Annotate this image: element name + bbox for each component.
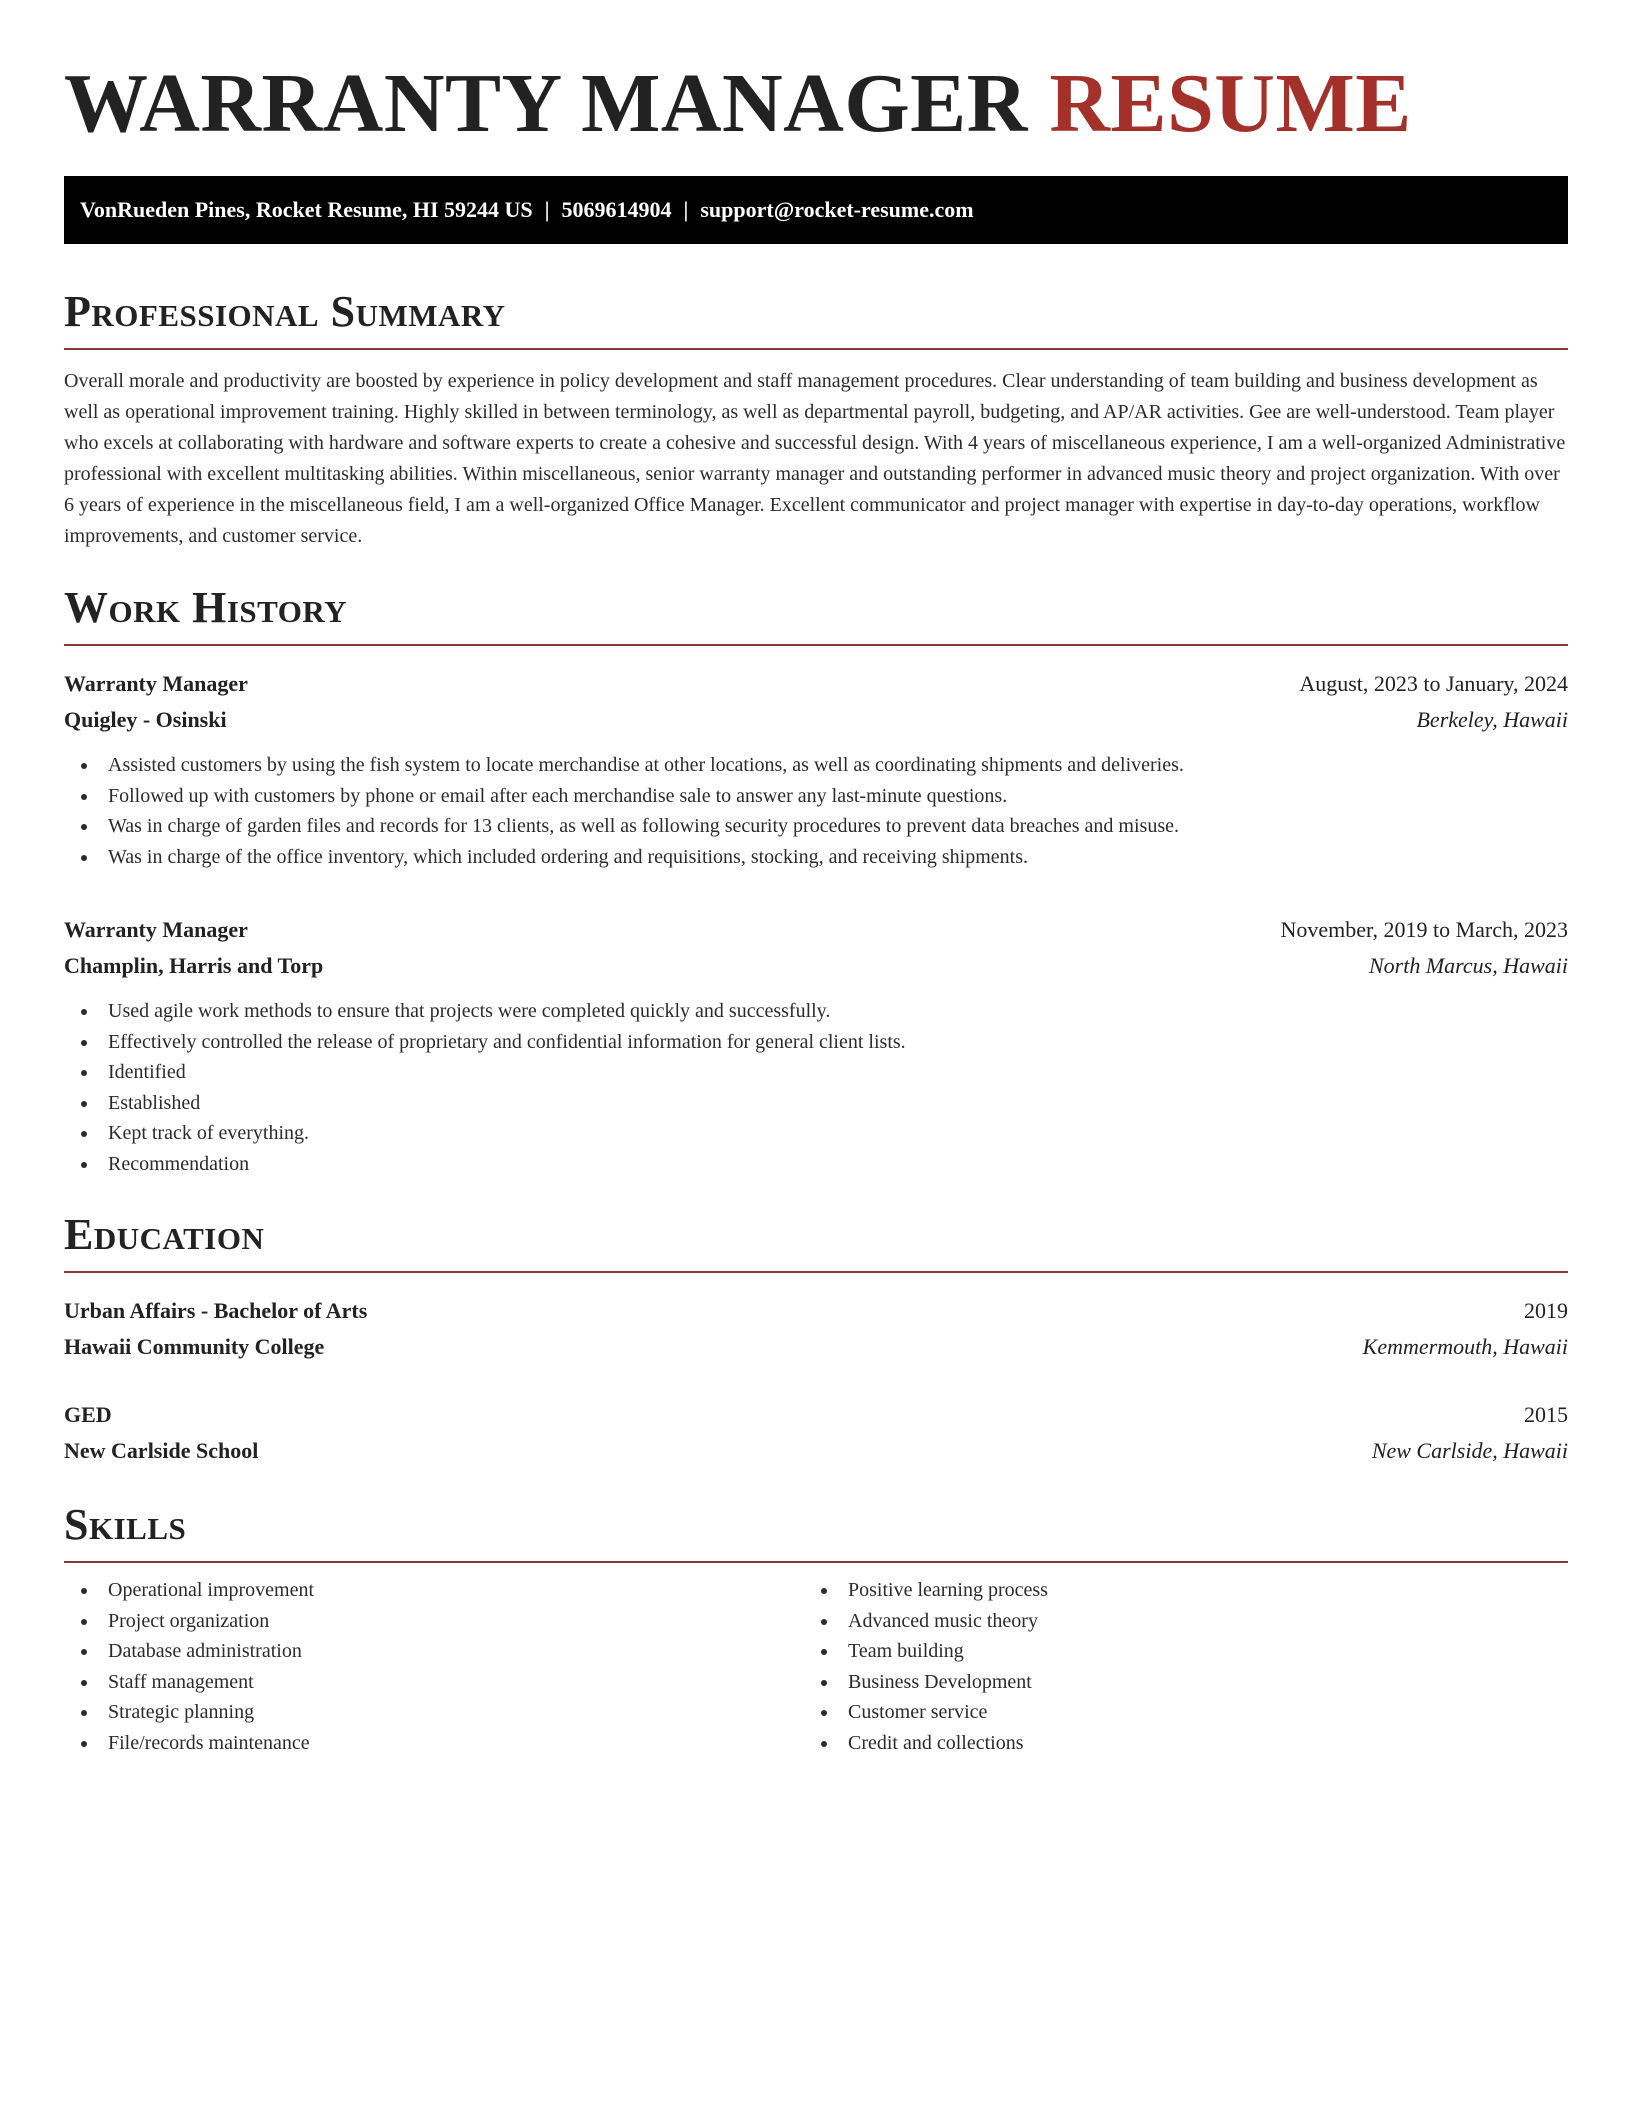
- list-item: Established: [64, 1088, 1568, 1119]
- section-divider: [64, 348, 1568, 350]
- education-section: [64, 1209, 1568, 1469]
- contact-separator: |: [544, 197, 550, 222]
- list-item: Was in charge of garden files and records for 13 clients, as well as following security procedures to prevent data breaches and misuse.: [64, 811, 1568, 842]
- list-item: Positive learning process: [804, 1575, 1544, 1606]
- school-location: Kemmermouth, Hawaii: [1362, 1334, 1568, 1359]
- list-item: Business Development: [804, 1667, 1544, 1698]
- work-history-section: [64, 582, 1568, 1179]
- list-item: Followed up with customers by phone or email after each merchandise sale to answer any last-minute questions.: [64, 781, 1568, 812]
- job-location: North Marcus, Hawaii: [1368, 953, 1568, 978]
- section-divider: [64, 1561, 1568, 1563]
- section-title-work: Work History: [64, 583, 348, 632]
- section-title-education: Education: [64, 1210, 265, 1259]
- school-name: New Carlside School: [64, 1438, 259, 1463]
- list-item: Assisted customers by using the fish system to locate merchandise at other locations, as well as coordinating shipments and deliveries.: [64, 750, 1568, 781]
- list-item: Team building: [804, 1636, 1544, 1667]
- list-item: Customer service: [804, 1697, 1544, 1728]
- school-name: Hawaii Community College: [64, 1334, 325, 1359]
- list-item: Operational improvement: [64, 1575, 804, 1606]
- list-item: Was in charge of the office inventory, which included ordering and requisitions, stocking, and receiving shipments.: [64, 842, 1568, 873]
- graduation-year: 2019: [1524, 1298, 1568, 1323]
- section-title-summary: Professional Summary: [64, 287, 506, 336]
- title-main: WARRANTY MANAGER: [64, 57, 1028, 150]
- section-divider: [64, 1271, 1568, 1273]
- title-accent: RESUME: [1049, 57, 1412, 150]
- list-item: Advanced music theory: [804, 1606, 1544, 1637]
- job-dates: August, 2023 to January, 2024: [1299, 671, 1568, 696]
- skills-list: [64, 1575, 804, 1758]
- skills-column-right: [804, 1575, 1544, 1758]
- work-entry-header: [64, 912, 1568, 948]
- list-item: File/records maintenance: [64, 1728, 804, 1759]
- work-entry-subheader: [64, 702, 1568, 738]
- list-item: Used agile work methods to ensure that projects were completed quickly and successfully.: [64, 996, 1568, 1027]
- education-entry-subheader: [64, 1329, 1568, 1365]
- degree-name: GED: [64, 1402, 112, 1427]
- section-title-skills: Skills: [64, 1500, 187, 1549]
- job-title: Warranty Manager: [64, 917, 248, 942]
- skills-grid: [64, 1575, 1568, 1758]
- skills-list: [804, 1575, 1544, 1758]
- contact-bar: [64, 176, 1568, 244]
- graduation-year: 2015: [1524, 1402, 1568, 1427]
- list-item: Staff management: [64, 1667, 804, 1698]
- education-entry-header: [64, 1293, 1568, 1329]
- education-entry-subheader: [64, 1433, 1568, 1469]
- work-entry: [64, 912, 1568, 1179]
- summary-section: [64, 286, 1568, 552]
- work-bullet-list: [64, 996, 1568, 1179]
- work-bullet-list: [64, 750, 1568, 872]
- work-entry-subheader: [64, 948, 1568, 984]
- list-item: Strategic planning: [64, 1697, 804, 1728]
- company-name: Champlin, Harris and Torp: [64, 953, 324, 978]
- job-dates: November, 2019 to March, 2023: [1280, 917, 1568, 942]
- work-entry-header: [64, 666, 1568, 702]
- contact-email[interactable]: support@rocket-resume.com: [700, 197, 974, 222]
- company-name: Quigley - Osinski: [64, 707, 227, 732]
- list-item: Database administration: [64, 1636, 804, 1667]
- job-location: Berkeley, Hawaii: [1416, 707, 1568, 732]
- list-item: Effectively controlled the release of proprietary and confidential information for general client lists.: [64, 1027, 1568, 1058]
- list-item: Credit and collections: [804, 1728, 1544, 1759]
- resume-title: [64, 56, 1568, 152]
- school-location: New Carlside, Hawaii: [1371, 1438, 1568, 1463]
- education-entry: [64, 1397, 1568, 1469]
- contact-separator: |: [683, 197, 689, 222]
- job-title: Warranty Manager: [64, 671, 248, 696]
- education-entry: [64, 1293, 1568, 1365]
- list-item: Recommendation: [64, 1149, 1568, 1180]
- list-item: Project organization: [64, 1606, 804, 1637]
- skills-column-left: [64, 1575, 804, 1758]
- resume-page: [64, 56, 1568, 1758]
- education-entry-header: [64, 1397, 1568, 1433]
- contact-address: VonRueden Pines, Rocket Resume, HI 59244 US: [80, 197, 533, 222]
- section-divider: [64, 644, 1568, 646]
- list-item: Identified: [64, 1057, 1568, 1088]
- summary-text: Overall morale and productivity are boosted by experience in policy development and staff management procedures. Clear understanding of team building and business development as well as operational improvement training. Highly skilled in between terminology, as well as departmental payroll, budgeting, and AP/AR activities. Gee are well-understood. Team player who excels at collaborating with hardware and software experts to create a cohesive and successful design. With 4 years of miscellaneous experience, I am a well-organized Administrative professional with excellent multitasking abilities. Within miscellaneous, senior warranty manager and outstanding performer in advanced music theory and project organization. With over 6 years of experience in the miscellaneous field, I am a well-organized Office Manager. Excellent communicator and project manager with expertise in day-to-day operations, workflow improvements, and customer service.: [64, 370, 1566, 547]
- degree-name: Urban Affairs - Bachelor of Arts: [64, 1298, 368, 1323]
- work-entry: [64, 666, 1568, 872]
- list-item: Kept track of everything.: [64, 1118, 1568, 1149]
- contact-phone[interactable]: 5069614904: [561, 197, 672, 222]
- skills-section: [64, 1499, 1568, 1758]
